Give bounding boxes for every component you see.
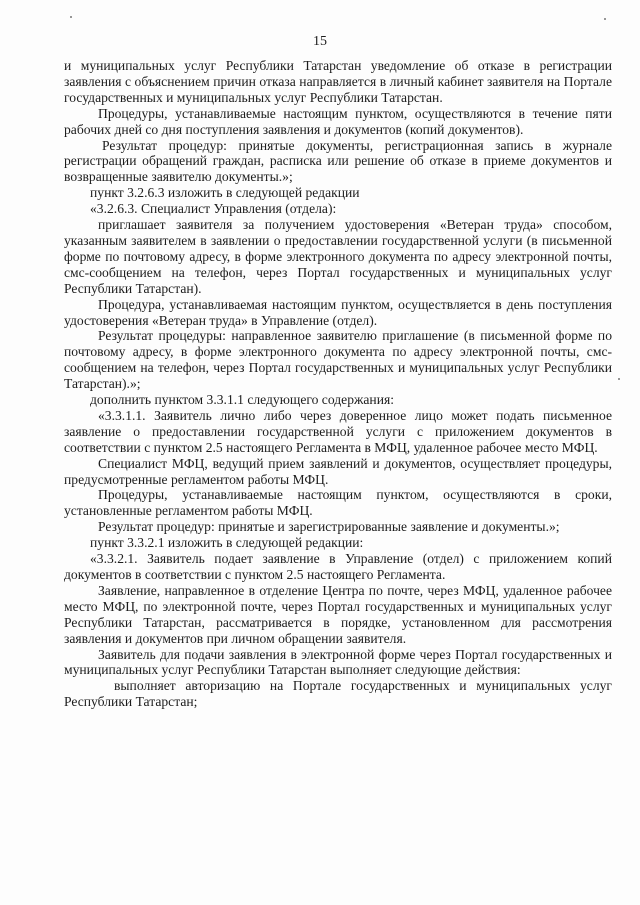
paragraph: Процедура, устанавливаемая настоящим пунктом, осуществляется в день поступления удостоверения «Ветеран труда» в Управление (отдел). [64, 296, 612, 328]
paragraph: Процедуры, устанавливаемые настоящим пунктом, осуществляются в течение пяти рабочих дней со дня поступления заявления и документов (копий документов). [64, 105, 612, 137]
paragraph: Заявитель для подачи заявления в электронной форме через Портал государственных и муниципальных услуг Республики Татарстан выполняет следующие действия: [64, 646, 612, 678]
page-number: 15 [313, 34, 327, 49]
document-body [64, 58, 612, 710]
paragraph: «3.3.2.1. Заявитель подает заявление в Управление (отдел) с приложением копий документов в соответствии с пунктом 2.5 настоящего Регламента. [64, 551, 612, 582]
paragraph: Результат процедур: принятые документы, регистрационная запись в журнале регистрации обращений граждан, расписка или решение об отказе в приеме документов и возвращенные заявителю документы.»; [64, 137, 612, 185]
paragraph: Специалист МФЦ, ведущий прием заявлений и документов, осуществляет процедуры, предусмотренные регламентом работы МФЦ. [64, 455, 612, 487]
paragraph: и муниципальных услуг Республики Татарстан уведомление об отказе в регистрации заявления с объяснением причин отказа направляется в личный кабинет заявителя на Портале государственных и муниципальных услуг Республики Татарстан. [64, 58, 612, 105]
paragraph: Результат процедуры: направленное заявителю приглашение (в письменной форме по почтовому адресу, в форме электронного документа по адресу электронной почты, смс-сообщением на телефон, через Портал государственных и муниципальных услуг Республики Татарстан).»; [64, 328, 612, 392]
paragraph: выполняет авторизацию на Портале государственных и муниципальных услуг Республики Татарстан; [64, 678, 612, 710]
paragraph: «3.2.6.3. Специалист Управления (отдела): [90, 201, 337, 217]
scan-speck [604, 18, 606, 20]
paragraph: «3.3.1.1. Заявитель лично либо через доверенное лицо может подать письменное заявление о предоставлении государственной услуги с приложением документов в соответствии с пунктом 2.5 настоящего Регламента в МФЦ, удаленное рабочее место МФЦ. [64, 407, 612, 455]
paragraph: дополнить пунктом 3.3.1.1 следующего содержания: [90, 392, 394, 408]
paragraph: Результат процедур: принятые и зарегистрированные заявление и документы.»; [98, 519, 560, 535]
scan-speck [70, 16, 72, 18]
paragraph: пункт 3.3.2.1 изложить в следующей редакции: [90, 535, 364, 551]
paragraph: Заявление, направленное в отделение Центра по почте, через МФЦ, удаленное рабочее место МФЦ, по электронной почте, через Портал государственных и муниципальных услуг Республики Татарстан, рассматривается в порядке, установленном для рассмотрения заявления и документов при личном обращении заявителя. [64, 582, 612, 646]
scan-speck [618, 378, 620, 380]
paragraph: Процедуры, устанавливаемые настоящим пунктом, осуществляются в сроки, установленные регламентом работы МФЦ. [64, 487, 612, 519]
paragraph: пункт 3.2.6.3 изложить в следующей редакции [90, 185, 360, 201]
paragraph: приглашает заявителя за получением удостоверения «Ветеран труда» способом, указанным заявителем в заявлении о предоставлении государственной услуги (в письменной форме по почтовому адресу, в форме электронного документа по адресу электронной почты, смс-сообщением на телефон, через Портал государственных и муниципальных услуг Республики Татарстан). [64, 217, 612, 296]
